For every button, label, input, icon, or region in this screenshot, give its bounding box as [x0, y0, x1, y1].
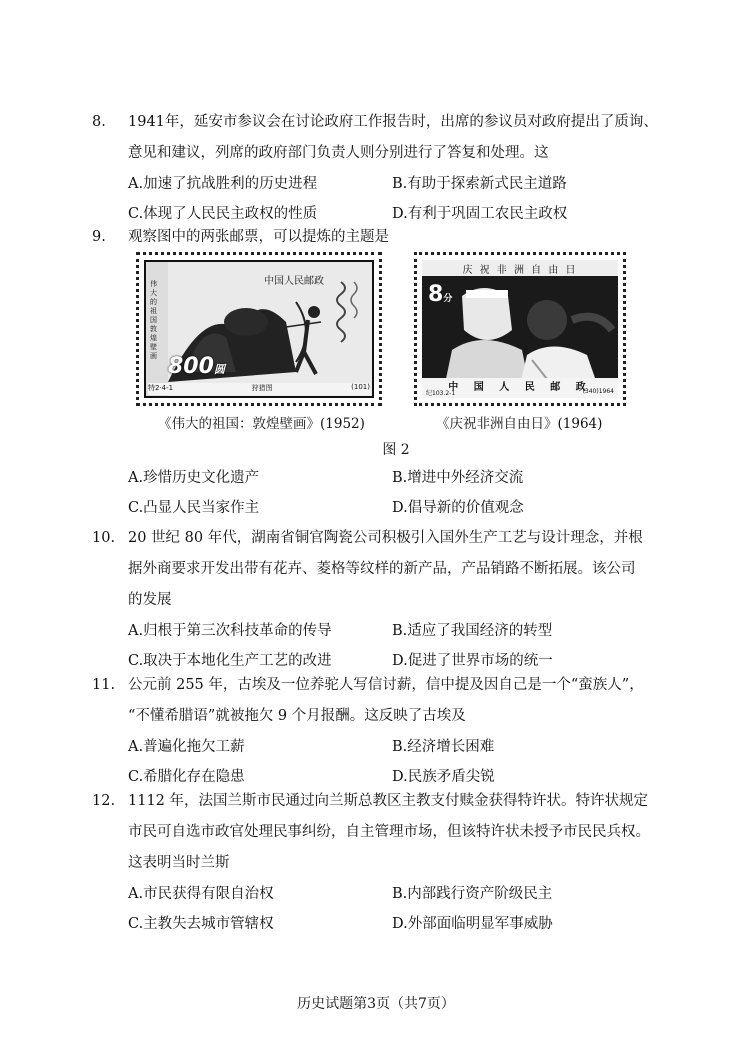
- question-9-stem: [92, 222, 696, 253]
- stamp-dunhuang: [136, 252, 382, 406]
- question-number: 10.: [92, 530, 116, 546]
- question-stem: [128, 107, 696, 169]
- question-number: 8.: [92, 114, 106, 130]
- option-d[interactable]: D.民族矛盾尖锐: [392, 769, 495, 785]
- option-b[interactable]: B.适应了我国经济的转型: [392, 623, 553, 639]
- stem-line: 的发展: [128, 592, 172, 608]
- stem-line: 1112 年，法国兰斯市民通过向兰斯总教区主教支付赎金获得特许状。特许状规定: [128, 793, 649, 809]
- option-b[interactable]: B.经济增长困难: [392, 739, 495, 755]
- stamp-side-text: 伟大的祖国敦煌壁画: [150, 280, 157, 360]
- option-c[interactable]: C.凸显人民当家作主: [128, 500, 260, 516]
- stamp2-caption: 《庆祝非洲自由日》(1964): [436, 416, 603, 432]
- question-number: 9.: [92, 229, 106, 245]
- stem-line: 市民可自选市政官处理民事纠纷，自主管理市场，但该特许状未授予市民民兵权。: [128, 824, 650, 840]
- stamp-africa-freedom: [414, 252, 626, 406]
- stamp-value: 800圆: [168, 354, 225, 379]
- option-d[interactable]: D.倡导新的价值观念: [392, 500, 524, 516]
- stem-line: 据外商要求开发出带有花卉、菱格等纹样的新产品，产品销路不断拓展。该公司: [128, 561, 636, 577]
- option-d[interactable]: D.外部面临明显军事威胁: [392, 916, 553, 932]
- option-b[interactable]: B.内部践行资产阶级民主: [392, 886, 553, 902]
- question-9-options: [96, 463, 696, 523]
- question-12: [92, 786, 696, 939]
- option-c[interactable]: C.体现了人民民主政权的性质: [128, 206, 318, 222]
- option-d[interactable]: D.有利于巩固工农民主政权: [392, 206, 568, 222]
- stem-line: 1941年，延安市参议会在讨论政府工作报告时，出席的参议员对政府提出了质询、: [128, 114, 658, 130]
- option-b[interactable]: B.有助于探索新式民主道路: [392, 176, 567, 192]
- option-a[interactable]: A.珍惜历史文化遗产: [128, 470, 260, 486]
- stem-line: 20 世纪 80 年代，湖南省铜官陶瓷公司积极引入国外生产工艺与设计理念，并根: [128, 530, 643, 546]
- figure-stamps: [96, 252, 696, 458]
- options: [128, 169, 696, 229]
- stamp-bottom-line: 纪103.2-1 (340)1964: [426, 388, 614, 397]
- option-a[interactable]: A.加速了抗战胜利的历史进程: [128, 176, 318, 192]
- stem-line: 观察图中的两张邮票，可以提炼的主题是: [128, 229, 389, 245]
- stem-line: 意见和建议，列席的政府部门负责人则分别进行了答复和处理。这: [128, 145, 549, 161]
- option-c[interactable]: C.取决于本地化生产工艺的改进: [128, 653, 332, 669]
- option-d[interactable]: D.促进了世界市场的统一: [392, 653, 553, 669]
- option-c[interactable]: C.主教失去城市管辖权: [128, 916, 274, 932]
- option-c[interactable]: C.希腊化存在隐患: [128, 769, 245, 785]
- question-number: 11.: [92, 677, 116, 693]
- stamp-country: 中国人民邮政: [264, 276, 324, 287]
- stem-line: “不懂希腊语”就被拖欠 9 个月报酬。这反映了古埃及: [128, 708, 466, 724]
- figure-label: 图 2: [382, 442, 410, 458]
- stamp-country: 中 国 人 民 邮 政: [448, 382, 592, 393]
- question-10: [92, 523, 696, 676]
- option-b[interactable]: B.增进中外经济交流: [392, 470, 524, 486]
- question-8: [92, 107, 696, 229]
- stamp-bottom-line: 特2·4-1 狩猎图 (101): [148, 383, 370, 395]
- stem-line: 这表明当时兰斯: [128, 855, 230, 871]
- stamp-title-text: 庆 祝 非 洲 自 由 日: [462, 265, 578, 276]
- stamp-value: 8分: [428, 282, 453, 307]
- stem-line: 公元前 255 年，古埃及一位养驼人写信讨薪，信中提及因自己是一个“蛮族人”，: [128, 677, 644, 693]
- question-11: [92, 670, 696, 792]
- question-number: 12.: [92, 793, 116, 809]
- option-a[interactable]: A.归根于第三次科技革命的传导: [128, 623, 332, 639]
- stamp1-caption: 《伟大的祖国：敦煌壁画》(1952): [158, 416, 365, 432]
- option-a[interactable]: A.市民获得有限自治权: [128, 886, 274, 902]
- page-footer: 历史试题第3页（共7页）: [297, 996, 455, 1012]
- option-a[interactable]: A.普遍化拖欠工薪: [128, 739, 245, 755]
